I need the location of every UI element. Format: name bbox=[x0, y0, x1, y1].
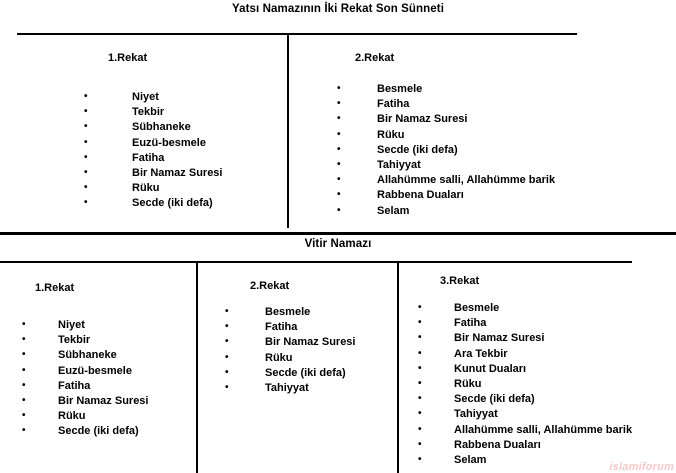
list-item: • Fatiha bbox=[225, 320, 355, 335]
list-item: • Allahümme salli, Allahümme barik bbox=[337, 173, 555, 188]
section-vitir-column-divider-1 bbox=[196, 262, 198, 473]
list-item: • Fatiha bbox=[84, 151, 222, 166]
list-item: • Secde (iki defa) bbox=[84, 196, 222, 211]
list-item: • Rüku bbox=[22, 409, 148, 424]
list-item: • Fatiha bbox=[337, 97, 555, 112]
list-item: • Tahiyyat bbox=[337, 158, 555, 173]
list-item: • Rüku bbox=[84, 181, 222, 196]
section-vitir-top-rule bbox=[0, 232, 676, 235]
list-item: • Tahiyyat bbox=[225, 381, 355, 396]
list-item: • Secde (iki defa) bbox=[337, 143, 555, 158]
section-title-yatsi: Yatsı Namazının İki Rekat Son Sünneti bbox=[231, 3, 445, 15]
list-item: • Secde (iki defa) bbox=[22, 424, 148, 439]
list-item: • Tekbir bbox=[22, 333, 148, 348]
vitir-column-3-header: 3.Rekat bbox=[440, 275, 480, 287]
section-vitir-column-divider-2 bbox=[397, 262, 399, 473]
list-item: • Kunut Duaları bbox=[418, 362, 632, 377]
vitir-column-2-list bbox=[225, 305, 355, 396]
list-item: • Besmele bbox=[418, 301, 632, 316]
list-item: • Bir Namaz Suresi bbox=[418, 331, 632, 346]
list-item: • Euzü-besmele bbox=[22, 364, 148, 379]
list-item: • Sübhaneke bbox=[84, 120, 222, 135]
list-item: • Bir Namaz Suresi bbox=[337, 112, 555, 127]
list-item: • Allahümme salli, Allahümme barik bbox=[418, 423, 632, 438]
section-vitir-header-rule bbox=[0, 261, 632, 263]
list-item: • Besmele bbox=[337, 82, 555, 97]
section-yatsi-column-divider bbox=[287, 34, 289, 228]
list-item: • Euzü-besmele bbox=[84, 136, 222, 151]
list-item: • Fatiha bbox=[22, 379, 148, 394]
list-item: • Selam bbox=[418, 453, 632, 468]
list-item: • Bir Namaz Suresi bbox=[22, 394, 148, 409]
list-item: • Niyet bbox=[84, 90, 222, 105]
list-item: • Secde (iki defa) bbox=[225, 366, 355, 381]
yatsi-column-1-list bbox=[84, 90, 222, 212]
section-title-vitir: Vitir Namazı bbox=[304, 238, 372, 250]
list-item: • Rabbena Duaları bbox=[337, 188, 555, 203]
watermark: islamiforum bbox=[609, 461, 674, 473]
list-item: • Rabbena Duaları bbox=[418, 438, 632, 453]
list-item: • Rüku bbox=[337, 128, 555, 143]
list-item: • Rüku bbox=[418, 377, 632, 392]
list-item: • Bir Namaz Suresi bbox=[84, 166, 222, 181]
vitir-column-2-header: 2.Rekat bbox=[250, 280, 290, 292]
list-item: • Tahiyyat bbox=[418, 407, 632, 422]
list-item: • Tekbir bbox=[84, 105, 222, 120]
list-item: • Niyet bbox=[22, 318, 148, 333]
list-item: • Besmele bbox=[225, 305, 355, 320]
list-item: • Secde (iki defa) bbox=[418, 392, 632, 407]
list-item: • Bir Namaz Suresi bbox=[225, 335, 355, 350]
yatsi-column-1-header: 1.Rekat bbox=[108, 52, 148, 64]
list-item: • Sübhaneke bbox=[22, 348, 148, 363]
list-item: • Selam bbox=[337, 204, 555, 219]
vitir-column-3-list bbox=[418, 301, 632, 468]
list-item: • Ara Tekbir bbox=[418, 347, 632, 362]
section-yatsi-top-rule bbox=[17, 33, 577, 35]
list-item: • Fatiha bbox=[418, 316, 632, 331]
vitir-column-1-header: 1.Rekat bbox=[35, 282, 75, 294]
yatsi-column-2-list bbox=[337, 82, 555, 219]
list-item: • Rüku bbox=[225, 351, 355, 366]
yatsi-column-2-header: 2.Rekat bbox=[355, 52, 395, 64]
vitir-column-1-list bbox=[22, 318, 148, 440]
